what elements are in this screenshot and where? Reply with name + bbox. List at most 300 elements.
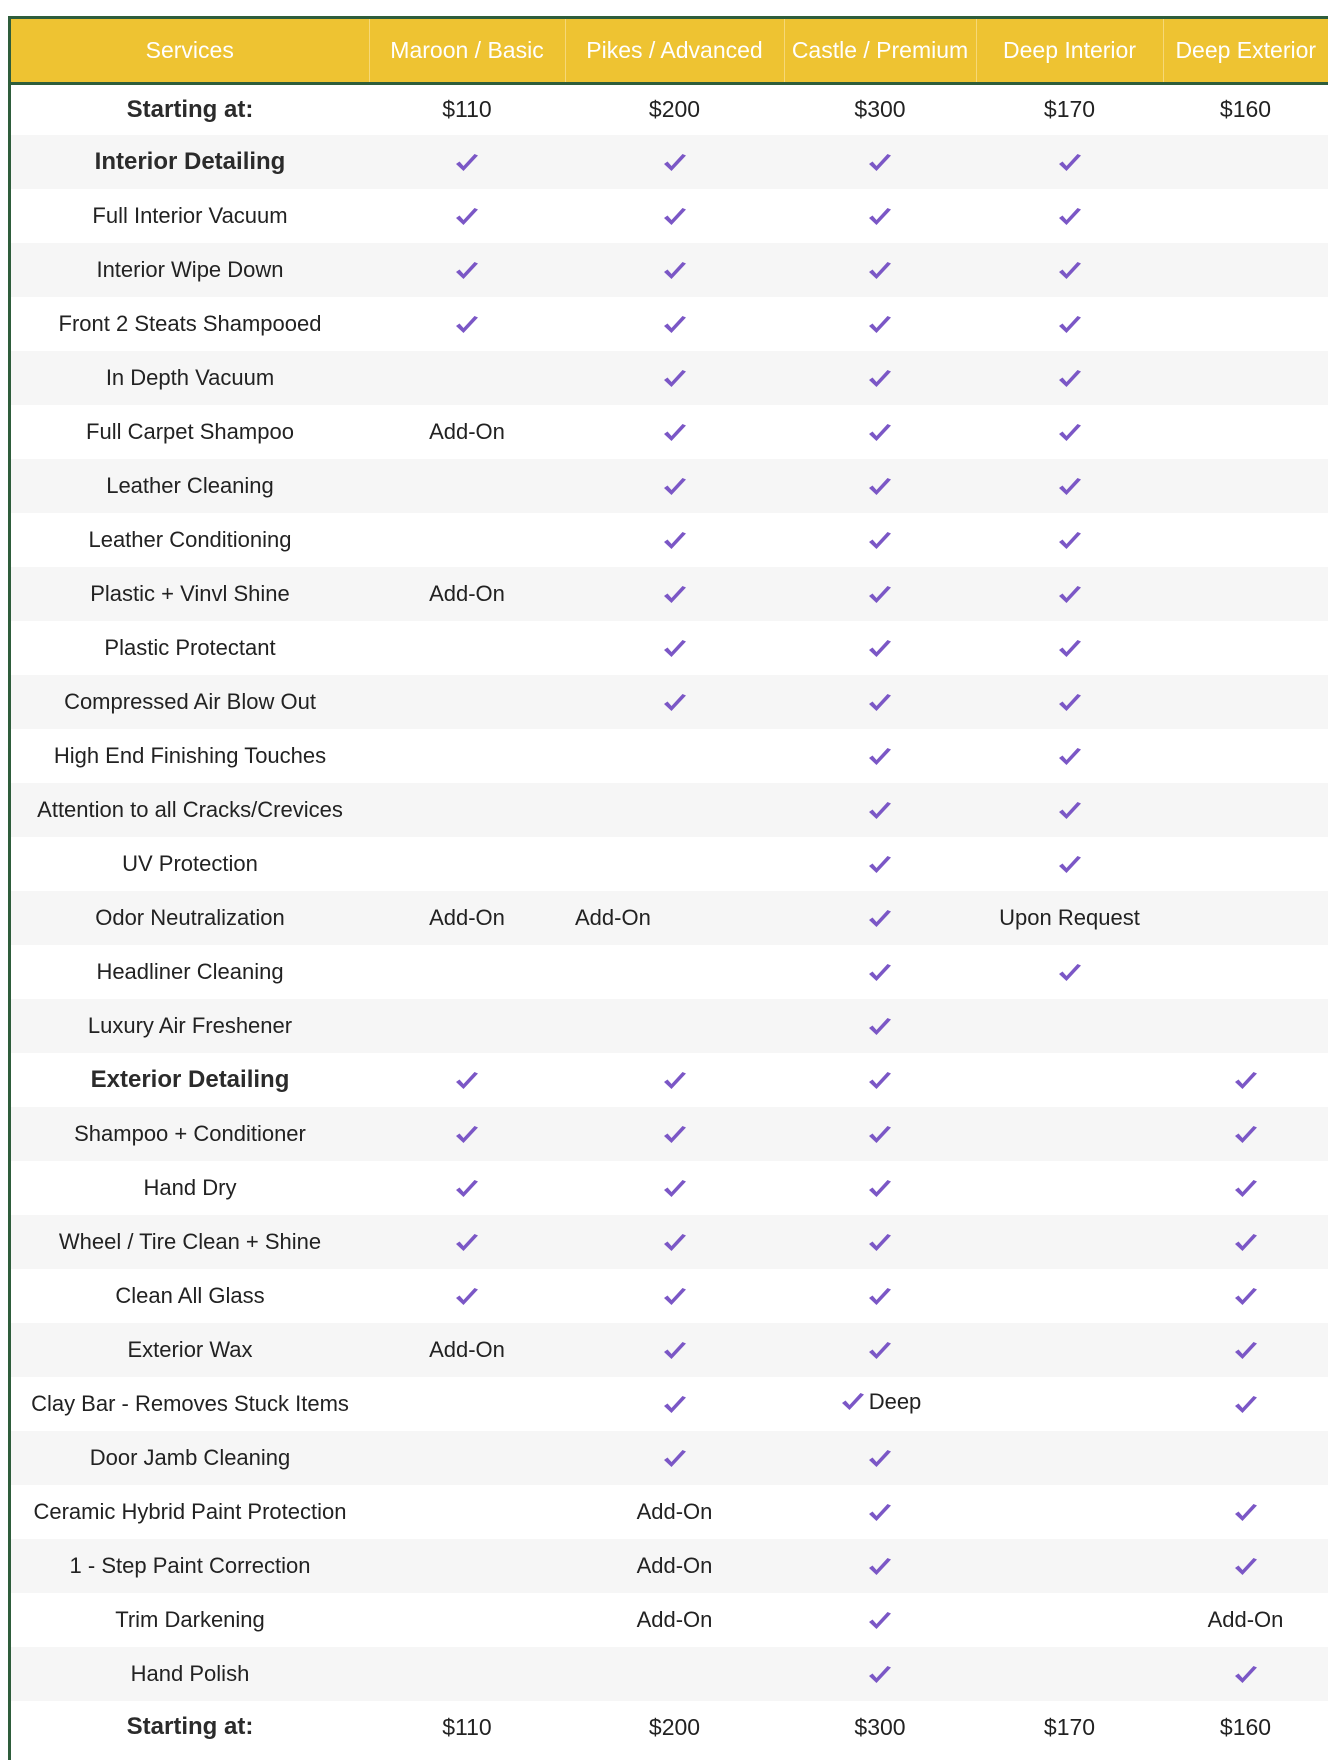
included-cell	[976, 567, 1163, 621]
included-cell	[369, 1269, 565, 1323]
included-cell	[565, 189, 784, 243]
empty-cell	[565, 783, 784, 837]
checkmark-icon	[661, 367, 689, 391]
checkmark-icon	[866, 475, 894, 499]
checkmark-icon	[866, 1231, 894, 1255]
check-note: Deep	[868, 1388, 922, 1414]
service-label: Plastic + Vinvl Shine	[90, 581, 290, 606]
checkmark-icon	[661, 1339, 689, 1363]
table-row	[11, 297, 1328, 351]
checkmark-icon	[661, 1069, 689, 1093]
included-cell	[784, 891, 976, 945]
empty-cell	[369, 999, 565, 1053]
included-cell	[1163, 1485, 1328, 1539]
included-cell	[784, 297, 976, 351]
included-cell	[976, 135, 1163, 189]
service-label: Hand Dry	[143, 1175, 237, 1200]
table-row	[11, 837, 1328, 891]
checkmark-icon	[1056, 205, 1084, 229]
empty-cell	[369, 1593, 565, 1647]
service-label: Attention to all Cracks/Crevices	[37, 797, 343, 822]
checkmark-icon	[1056, 151, 1084, 175]
included-cell	[784, 1053, 976, 1107]
option-cell: Add-On	[636, 1607, 713, 1632]
checkmark-icon	[1232, 1285, 1260, 1309]
empty-cell	[1163, 297, 1328, 351]
checkmark-icon	[453, 1177, 481, 1201]
included-cell	[784, 1215, 976, 1269]
checkmark-icon	[661, 1447, 689, 1471]
checkmark-icon	[1056, 961, 1084, 985]
checkmark-icon	[866, 799, 894, 823]
included-cell	[784, 783, 976, 837]
included-cell	[784, 1161, 976, 1215]
checkmark-icon	[453, 205, 481, 229]
empty-cell	[369, 837, 565, 891]
checkmark-icon	[661, 259, 689, 283]
service-label: UV Protection	[122, 851, 258, 876]
checkmark-icon	[866, 853, 894, 877]
checkmark-icon	[661, 1177, 689, 1201]
service-label: Shampoo + Conditioner	[74, 1121, 306, 1146]
table-row	[11, 891, 1328, 945]
checkmark-icon	[866, 1555, 894, 1579]
checkmark-icon	[1056, 529, 1084, 553]
option-cell: Add-On	[636, 1499, 713, 1524]
table-row	[11, 351, 1328, 405]
checkmark-icon	[661, 583, 689, 607]
included-cell	[369, 189, 565, 243]
empty-cell	[1163, 189, 1328, 243]
service-label: Leather Conditioning	[88, 527, 292, 552]
empty-cell	[976, 1269, 1163, 1323]
included-cell	[976, 405, 1163, 459]
option-cell: Add-On	[636, 1553, 713, 1578]
empty-cell	[369, 513, 565, 567]
included-cell	[565, 135, 784, 189]
included-cell	[784, 675, 976, 729]
included-cell	[565, 243, 784, 297]
checkmark-icon	[1232, 1069, 1260, 1093]
service-label: Clay Bar - Removes Stuck Items	[31, 1391, 349, 1416]
empty-cell	[369, 1485, 565, 1539]
included-cell	[369, 135, 565, 189]
empty-cell	[369, 459, 565, 513]
checkmark-icon	[661, 205, 689, 229]
service-label: Clean All Glass	[115, 1283, 265, 1308]
checkmark-icon	[661, 529, 689, 553]
table-row	[11, 189, 1328, 243]
included-cell	[1163, 1539, 1328, 1593]
included-cell	[784, 1377, 976, 1431]
service-label: Interior Wipe Down	[96, 257, 284, 282]
included-cell	[976, 945, 1163, 999]
table-row	[11, 1377, 1328, 1431]
service-label: High End Finishing Touches	[53, 743, 327, 768]
starting-at-label: Starting at:	[126, 95, 254, 123]
empty-cell	[1163, 729, 1328, 783]
included-cell	[369, 1107, 565, 1161]
empty-cell	[976, 999, 1163, 1053]
section-row	[11, 1053, 1328, 1107]
included-cell	[1163, 1647, 1328, 1701]
table-row	[11, 945, 1328, 999]
empty-cell	[565, 999, 784, 1053]
checkmark-icon	[661, 313, 689, 337]
included-cell	[1163, 1377, 1328, 1431]
checkmark-icon	[866, 313, 894, 337]
checkmark-icon	[866, 1123, 894, 1147]
included-cell	[1163, 1161, 1328, 1215]
included-cell	[976, 837, 1163, 891]
included-cell	[784, 135, 976, 189]
checkmark-icon	[1232, 1231, 1260, 1255]
included-cell	[784, 1269, 976, 1323]
price-cell: $160	[1219, 96, 1272, 123]
included-cell	[784, 1431, 976, 1485]
service-label: Plastic Protectant	[104, 635, 276, 660]
table-header	[11, 19, 1328, 83]
empty-cell	[976, 1431, 1163, 1485]
service-label: Exterior Wax	[127, 1337, 253, 1362]
option-cell: Add-On	[429, 419, 505, 444]
included-cell	[565, 567, 784, 621]
included-cell	[784, 837, 976, 891]
included-cell	[784, 405, 976, 459]
starting-at-label: Starting at:	[126, 1713, 254, 1740]
included-cell	[565, 513, 784, 567]
price-cell: $200	[648, 1713, 701, 1740]
checkmark-icon	[661, 1393, 689, 1417]
table-row	[11, 1485, 1328, 1539]
service-label: Odor Neutralization	[95, 905, 285, 930]
included-cell	[784, 999, 976, 1053]
checkmark-icon	[661, 1231, 689, 1255]
option-cell: Add-On	[1207, 1607, 1284, 1632]
checkmark-icon	[453, 1069, 481, 1093]
service-label: Leather Cleaning	[106, 473, 274, 498]
checkmark-icon	[866, 745, 894, 769]
empty-cell	[1163, 945, 1328, 999]
service-label: In Depth Vacuum	[105, 365, 275, 390]
empty-cell	[976, 1053, 1163, 1107]
checkmark-icon	[453, 1285, 481, 1309]
table-row	[11, 1269, 1328, 1323]
included-cell	[1163, 1269, 1328, 1323]
included-cell	[565, 1323, 784, 1377]
option-cell: Add-On	[575, 905, 651, 930]
checkmark-icon	[1056, 745, 1084, 769]
checkmark-icon	[453, 1231, 481, 1255]
checkmark-icon	[453, 151, 481, 175]
checkmark-icon	[866, 259, 894, 283]
included-cell	[565, 1215, 784, 1269]
included-cell	[976, 783, 1163, 837]
included-cell	[976, 459, 1163, 513]
empty-cell	[1163, 405, 1328, 459]
empty-cell	[976, 1593, 1163, 1647]
table-row	[11, 459, 1328, 513]
checkmark-icon	[866, 1069, 894, 1093]
included-cell	[976, 243, 1163, 297]
checkmark-icon	[453, 1123, 481, 1147]
service-label: Full Interior Vacuum	[92, 203, 288, 228]
checkmark-icon	[866, 421, 894, 445]
service-label: Luxury Air Freshener	[87, 1013, 293, 1038]
column-header-castle-premium: Castle / Premium	[784, 19, 976, 83]
column-header-services: Services	[11, 19, 369, 83]
included-cell	[565, 1431, 784, 1485]
header-row	[11, 19, 1328, 83]
included-cell	[784, 1323, 976, 1377]
checkmark-icon	[1056, 583, 1084, 607]
service-label: 1 - Step Paint Correction	[69, 1553, 311, 1578]
empty-cell	[1163, 783, 1328, 837]
checkmark-icon	[866, 1339, 894, 1363]
section-row	[11, 135, 1328, 189]
checkmark-icon	[866, 1447, 894, 1471]
check-with-note	[839, 1389, 922, 1415]
empty-cell	[1163, 135, 1328, 189]
checkmark-icon	[661, 1123, 689, 1147]
checkmark-icon	[661, 475, 689, 499]
included-cell	[976, 675, 1163, 729]
empty-cell	[369, 351, 565, 405]
empty-cell	[976, 1215, 1163, 1269]
option-cell: Add-On	[429, 905, 505, 930]
checkmark-icon	[866, 1285, 894, 1309]
price-cell: $200	[648, 96, 701, 123]
empty-cell	[1163, 1431, 1328, 1485]
service-label: Headliner Cleaning	[96, 959, 284, 984]
included-cell	[784, 567, 976, 621]
included-cell	[976, 297, 1163, 351]
included-cell	[565, 405, 784, 459]
option-cell: Upon Request	[999, 905, 1140, 930]
checkmark-icon	[866, 529, 894, 553]
empty-cell	[565, 1647, 784, 1701]
empty-cell	[976, 1539, 1163, 1593]
empty-cell	[565, 729, 784, 783]
price-row	[11, 1701, 1328, 1753]
checkmark-icon	[1232, 1555, 1260, 1579]
included-cell	[369, 297, 565, 351]
empty-cell	[1163, 513, 1328, 567]
checkmark-icon	[1232, 1339, 1260, 1363]
checkmark-icon	[866, 367, 894, 391]
included-cell	[369, 243, 565, 297]
service-label: Door Jamb Cleaning	[89, 1445, 291, 1470]
included-cell	[976, 513, 1163, 567]
empty-cell	[369, 729, 565, 783]
table-row	[11, 1593, 1328, 1647]
checkmark-icon	[1232, 1663, 1260, 1687]
checkmark-icon	[1056, 421, 1084, 445]
included-cell	[976, 189, 1163, 243]
empty-cell	[1163, 567, 1328, 621]
service-label: Hand Polish	[130, 1661, 250, 1686]
included-cell	[1163, 1107, 1328, 1161]
included-cell	[369, 1161, 565, 1215]
checkmark-icon	[866, 1501, 894, 1525]
section-label: Interior Detailing	[94, 148, 286, 175]
column-header-deep-exterior: Deep Exterior	[1163, 19, 1328, 83]
table-row	[11, 1215, 1328, 1269]
included-cell	[565, 1053, 784, 1107]
service-label: Ceramic Hybrid Paint Protection	[33, 1499, 347, 1524]
included-cell	[784, 1539, 976, 1593]
table-row	[11, 567, 1328, 621]
table-row	[11, 513, 1328, 567]
checkmark-icon	[866, 151, 894, 175]
checkmark-icon	[1056, 799, 1084, 823]
checkmark-icon	[1056, 313, 1084, 337]
empty-cell	[369, 1377, 565, 1431]
included-cell	[784, 1647, 976, 1701]
checkmark-icon	[866, 1015, 894, 1039]
included-cell	[784, 945, 976, 999]
service-label: Compressed Air Blow Out	[64, 689, 316, 714]
included-cell	[976, 621, 1163, 675]
price-cell: $110	[442, 1713, 492, 1740]
empty-cell	[976, 1161, 1163, 1215]
included-cell	[784, 459, 976, 513]
empty-cell	[369, 1431, 565, 1485]
table-row	[11, 1647, 1328, 1701]
empty-cell	[565, 837, 784, 891]
price-cell: $300	[854, 96, 906, 123]
checkmark-icon	[1232, 1501, 1260, 1525]
included-cell	[565, 1377, 784, 1431]
checkmark-icon	[866, 205, 894, 229]
table-row	[11, 1431, 1328, 1485]
empty-cell	[976, 1323, 1163, 1377]
included-cell	[1163, 1215, 1328, 1269]
price-cell: $110	[442, 96, 492, 123]
included-cell	[784, 621, 976, 675]
included-cell	[784, 189, 976, 243]
empty-cell	[1163, 243, 1328, 297]
table-row	[11, 621, 1328, 675]
price-row	[11, 83, 1328, 135]
included-cell	[784, 729, 976, 783]
checkmark-icon	[1056, 637, 1084, 661]
included-cell	[565, 351, 784, 405]
service-label: Front 2 Steats Shampooed	[58, 311, 322, 336]
table-row	[11, 783, 1328, 837]
empty-cell	[369, 621, 565, 675]
column-header-deep-interior: Deep Interior	[976, 19, 1163, 83]
checkmark-icon	[453, 259, 481, 283]
section-label: Exterior Detailing	[90, 1066, 290, 1093]
checkmark-icon	[1056, 259, 1084, 283]
table-row	[11, 1107, 1328, 1161]
empty-cell	[976, 1107, 1163, 1161]
checkmark-icon	[866, 961, 894, 985]
service-label: Trim Darkening	[115, 1607, 265, 1632]
checkmark-icon	[839, 1390, 867, 1414]
service-label: Full Carpet Shampoo	[86, 419, 294, 444]
table-row	[11, 405, 1328, 459]
checkmark-icon	[866, 583, 894, 607]
table-row	[11, 675, 1328, 729]
included-cell	[565, 297, 784, 351]
included-cell	[784, 513, 976, 567]
included-cell	[1163, 1053, 1328, 1107]
service-label: Wheel / Tire Clean + Shine	[58, 1229, 322, 1254]
included-cell	[1163, 1323, 1328, 1377]
checkmark-icon	[866, 1177, 894, 1201]
included-cell	[565, 459, 784, 513]
checkmark-icon	[661, 421, 689, 445]
empty-cell	[1163, 351, 1328, 405]
empty-cell	[1163, 891, 1328, 945]
empty-cell	[976, 1485, 1163, 1539]
empty-cell	[1163, 459, 1328, 513]
table-row	[11, 999, 1328, 1053]
included-cell	[565, 621, 784, 675]
table-body	[11, 83, 1328, 1753]
empty-cell	[1163, 837, 1328, 891]
empty-cell	[1163, 999, 1328, 1053]
table-row	[11, 1539, 1328, 1593]
checkmark-icon	[866, 907, 894, 931]
empty-cell	[976, 1377, 1163, 1431]
included-cell	[784, 243, 976, 297]
table-row	[11, 1323, 1328, 1377]
empty-cell	[369, 675, 565, 729]
option-cell: Add-On	[429, 581, 505, 606]
included-cell	[565, 1269, 784, 1323]
checkmark-icon	[661, 1285, 689, 1309]
checkmark-icon	[661, 151, 689, 175]
included-cell	[784, 1593, 976, 1647]
empty-cell	[1163, 621, 1328, 675]
empty-cell	[369, 1647, 565, 1701]
checkmark-icon	[866, 1663, 894, 1687]
empty-cell	[976, 1647, 1163, 1701]
price-cell: $170	[1043, 96, 1096, 123]
included-cell	[369, 1215, 565, 1269]
checkmark-icon	[866, 691, 894, 715]
empty-cell	[369, 1539, 565, 1593]
price-cell: $160	[1219, 1713, 1272, 1740]
checkmark-icon	[866, 1609, 894, 1633]
checkmark-icon	[866, 637, 894, 661]
checkmark-icon	[661, 637, 689, 661]
empty-cell	[565, 945, 784, 999]
table-row	[11, 1161, 1328, 1215]
table-row	[11, 243, 1328, 297]
column-header-pikes-advanced: Pikes / Advanced	[565, 19, 784, 83]
option-cell: Add-On	[429, 1337, 505, 1362]
included-cell	[976, 729, 1163, 783]
checkmark-icon	[453, 313, 481, 337]
checkmark-icon	[1056, 691, 1084, 715]
included-cell	[369, 1053, 565, 1107]
checkmark-icon	[1232, 1123, 1260, 1147]
pricing-table	[11, 19, 1328, 1753]
checkmark-icon	[1056, 367, 1084, 391]
empty-cell	[1163, 675, 1328, 729]
empty-cell	[369, 945, 565, 999]
included-cell	[784, 1485, 976, 1539]
checkmark-icon	[1232, 1393, 1260, 1417]
table-row	[11, 729, 1328, 783]
checkmark-icon	[1056, 853, 1084, 877]
included-cell	[784, 351, 976, 405]
included-cell	[976, 351, 1163, 405]
